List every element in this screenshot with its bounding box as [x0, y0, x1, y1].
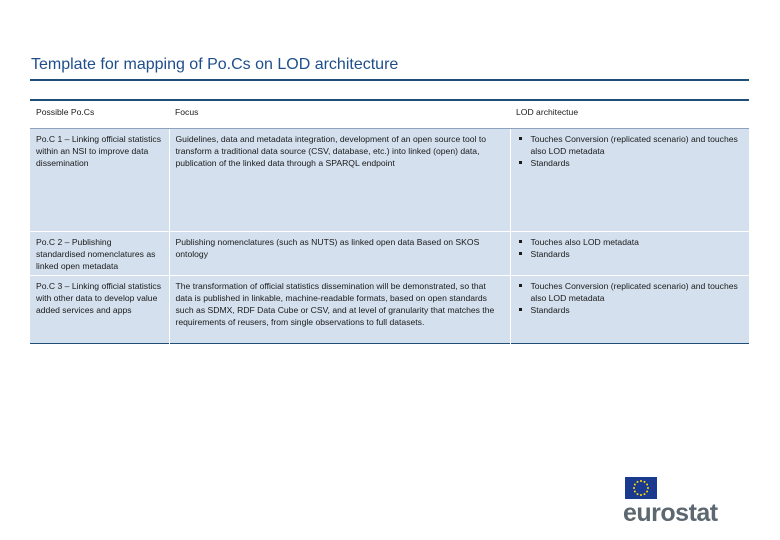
lod-bullet-list	[517, 280, 744, 316]
cell-poc: Po.C 3 – Linking official statistics with other data to develop value added services and apps	[30, 276, 169, 344]
list-item: Touches Conversion (replicated scenario) and touches also LOD metadata	[517, 133, 744, 157]
list-item: Touches also LOD metadata	[517, 236, 744, 248]
title-divider	[30, 79, 749, 81]
cell-focus: The transformation of official statistics dissemination will be demonstrated, so that data is published in linkable, machine-readable formats, based on open standards such as SDMX, RDF Data Cube or CSV, and at level of granularity that matches the requirements of reusers, from single observations to full datasets.	[169, 276, 510, 344]
eurostat-logo	[623, 477, 743, 525]
list-item: Standards	[517, 248, 744, 260]
header-focus: Focus	[169, 100, 510, 129]
table-row	[30, 276, 749, 344]
cell-poc: Po.C 2 – Publishing standardised nomenclatures as linked open metadata	[30, 232, 169, 276]
table-row	[30, 129, 749, 232]
cell-lod	[510, 129, 749, 232]
lod-bullet-list	[517, 133, 744, 169]
table-header-row	[30, 100, 749, 129]
cell-lod	[510, 276, 749, 344]
list-item: Touches Conversion (replicated scenario) and touches also LOD metadata	[517, 280, 744, 304]
cell-focus: Guidelines, data and metadata integration, development of an open source tool to transform a traditional data source (CSV, database, etc.) into linked (open) data, publication of the linked data through a SPARQL endpoint	[169, 129, 510, 232]
list-item: Standards	[517, 304, 744, 316]
eurostat-wordmark: eurostat	[623, 499, 718, 527]
table-row	[30, 232, 749, 276]
list-item: Standards	[517, 157, 744, 169]
poc-mapping-table	[30, 99, 749, 344]
cell-lod	[510, 232, 749, 276]
page-title: Template for mapping of Po.Cs on LOD architecture	[31, 56, 399, 73]
eu-flag-stars	[625, 477, 657, 499]
eu-flag-icon	[625, 477, 657, 499]
header-lod-architecture: LOD architectue	[510, 100, 749, 129]
cell-focus: Publishing nomenclatures (such as NUTS) as linked open data Based on SKOS ontology	[169, 232, 510, 276]
header-possible-pocs: Possible Po.Cs	[30, 100, 169, 129]
cell-poc: Po.C 1 – Linking official statistics within an NSI to improve data dissemination	[30, 129, 169, 232]
lod-bullet-list	[517, 236, 744, 260]
